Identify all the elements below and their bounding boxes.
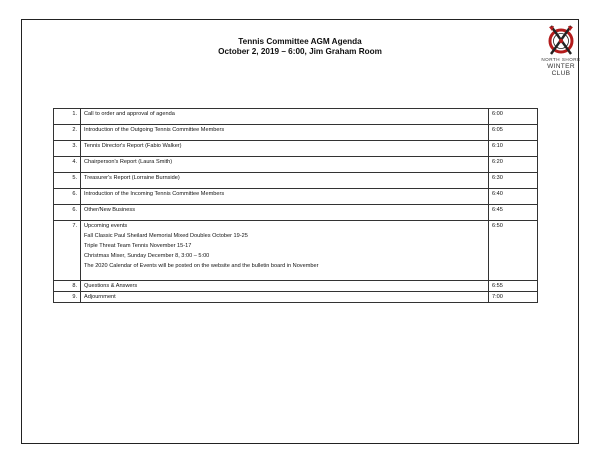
item-number: 5.	[54, 173, 81, 189]
logo-line-2: WINTER CLUB	[547, 63, 575, 77]
item-text: Call to order and approval of agenda	[84, 111, 175, 117]
table-row	[54, 189, 538, 205]
logo-line-1: NORTH SHORE	[541, 57, 581, 62]
item-number: 4.	[54, 157, 81, 173]
item-number: 3.	[54, 141, 81, 157]
club-crest-icon	[546, 24, 576, 56]
item-description	[81, 141, 489, 157]
item-text: Adjournment	[84, 294, 116, 300]
item-description	[81, 125, 489, 141]
table-row	[54, 292, 538, 303]
item-time: 6:20	[489, 157, 538, 173]
item-number: 6.	[54, 189, 81, 205]
item-text: Upcoming events	[84, 223, 128, 229]
item-description	[81, 292, 489, 303]
item-description	[81, 173, 489, 189]
item-number: 2.	[54, 125, 81, 141]
item-description	[81, 109, 489, 125]
item-time: 6:50	[489, 221, 538, 281]
table-row	[54, 221, 538, 281]
table-row	[54, 173, 538, 189]
item-text: Introduction of the Incoming Tennis Committee Members	[84, 191, 225, 197]
item-time: 6:45	[489, 205, 538, 221]
table-row	[54, 109, 538, 125]
page-title: Tennis Committee AGM Agenda	[238, 37, 362, 46]
item-text: Other/New Business	[84, 207, 135, 213]
item-number: 1.	[54, 109, 81, 125]
page-subtitle: October 2, 2019 – 6:00, Jim Graham Room	[218, 47, 382, 56]
item-number: 8.	[54, 281, 81, 292]
item-number: 9.	[54, 292, 81, 303]
item-number: 7.	[54, 221, 81, 281]
header	[22, 37, 578, 57]
table-row	[54, 141, 538, 157]
item-time: 6:00	[489, 109, 538, 125]
sub-item: The 2020 Calendar of Events will be posted on the website and the bulletin board in November	[84, 263, 319, 269]
table-row	[54, 205, 538, 221]
item-time: 6:10	[489, 141, 538, 157]
item-description	[81, 157, 489, 173]
club-logo	[540, 24, 582, 84]
item-description	[81, 189, 489, 205]
item-time: 6:55	[489, 281, 538, 292]
agenda-page	[21, 19, 579, 444]
item-text: Questions & Answers	[84, 283, 138, 289]
sub-item: Christmas Mixer, Sunday December 8, 3:00 – 5:00	[84, 253, 210, 259]
sub-item: Fall Classic Paul Sheilard Memorial Mixed Doubles October 19-25	[84, 233, 248, 239]
sub-item: Triple Threat Team Tennis November 15-17	[84, 243, 192, 249]
item-number: 6.	[54, 205, 81, 221]
table-row	[54, 281, 538, 292]
table-row	[54, 157, 538, 173]
item-time: 6:30	[489, 173, 538, 189]
item-time: 6:05	[489, 125, 538, 141]
agenda-table	[53, 108, 538, 303]
item-description	[81, 221, 489, 281]
item-text: Treasurer's Report (Lorraine Burnside)	[84, 175, 180, 181]
item-text: Introduction of the Outgoing Tennis Committee Members	[84, 127, 225, 133]
item-time: 6:40	[489, 189, 538, 205]
item-text: Tennis Director's Report (Fabio Walker)	[84, 143, 182, 149]
item-description	[81, 281, 489, 292]
item-description	[81, 205, 489, 221]
table-row	[54, 125, 538, 141]
item-time: 7:00	[489, 292, 538, 303]
item-text: Chairperson's Report (Laura Smith)	[84, 159, 173, 165]
